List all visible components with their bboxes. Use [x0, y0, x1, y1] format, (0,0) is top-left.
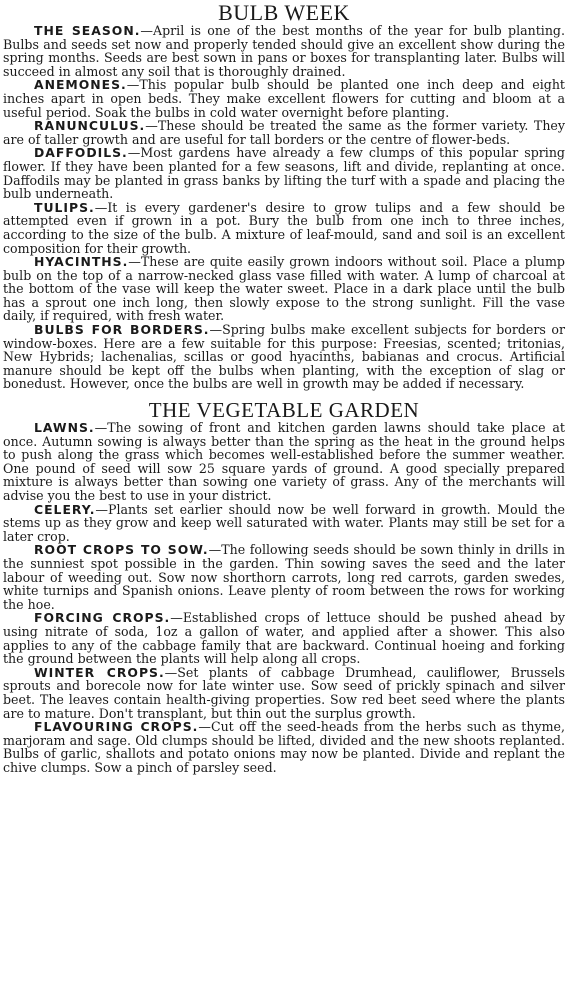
title-bulb-week: BULB WEEK — [218, 0, 350, 25]
paragraph-anemones — [3, 78, 565, 119]
paragraph-daffodils — [3, 146, 565, 200]
text-flavouring-crops: —Cut off the seed-heads from the herbs such as thyme, marjoram and sage. Old clumps should be lifted, divided and the new shoots replanted. Bulbs of garlic, shallots and potato onions may now be planted. Divide and replant the chive clumps. Sow a pinch of parsley seed. — [3, 719, 565, 775]
heading-lawns: LAWNS. — [34, 420, 95, 436]
text-forcing-crops: —Established crops of lettuce should be pushed ahead by using nitrate of soda, 1oz a gallon of water, and applied after a shower. This also applies to any of the cabbage family that are backward. Continual hoeing and forking the ground between the plants will help along all crops. — [3, 610, 565, 667]
paragraph-root-crops — [3, 543, 565, 611]
text-celery: —Plants set earlier should now be well forward in growth. Mould the stems up as they grow and keep well saturated with water. Plants may still be set for a later crop. — [3, 501, 565, 544]
heading-daffodils: DAFFODILS. — [34, 145, 128, 161]
paragraph-the-season — [3, 24, 565, 78]
text-anemones: —This popular bulb should be planted one inch deep and eight inches apart in open beds. They make excellent flowers for cutting and bloom at a useful period. Soak the bulbs in cold water overnight before planting. — [3, 77, 565, 120]
paragraph-hyacinths — [3, 255, 565, 323]
heading-hyacinths: HYACINTHS. — [34, 254, 129, 270]
text-winter-crops: —Set plants of cabbage Drumhead, cauliflower, Brussels sprouts and borecole now for late winter use. Sow seed of prickly spinach and silver beet. The leaves contain health-giving properties. Sow red beet seed where the plants are to mature. Don't transplant, but thin out the surplus growth. — [3, 664, 565, 721]
paragraph-celery — [3, 503, 565, 544]
text-daffodils: —Most gardens have already a few clumps of this popular spring flower. If they have been planted for a few seasons, lift and divide, replanting at once. Daffodils may be planted in grass banks by lifting the turf with a spade and placing the bulb underneath. — [3, 145, 565, 202]
text-lawns: —The sowing of front and kitchen garden lawns should take place at once. Autumn sowing is always better than the spring as the heat in the ground helps to push along the grass which becomes well-established before the summer weather. One pound of seed will sow 25 square yards of ground. A good specially prepared mixture is always better than sowing one variety of grass. Any of the merchants will advise you the best to use in your district. — [3, 420, 565, 503]
paragraph-flavouring-crops — [3, 720, 565, 774]
paragraph-forcing-crops — [3, 611, 565, 665]
heading-bulbs-for-borders: BULBS FOR BORDERS. — [34, 322, 210, 338]
text-the-season: —April is one of the best months of the year for bulb planting. Bulbs and seeds set now and properly tended should give an excellent show during the spring months. Seeds are best sown in pans or boxes for transplanting later. Bulbs will succeed in almost any soil that is thoroughly drained. — [3, 23, 565, 79]
heading-tulips: TULIPS. — [34, 199, 95, 215]
title-vegetable-garden: THE VEGETABLE GARDEN — [148, 398, 420, 423]
paragraph-ranunculus — [3, 119, 565, 146]
text-root-crops: —The following seeds should be sown thinly in drills in the sunniest spot possible in the garden. Thin sowing saves the seed and the later labour of weeding out. Sow now shorthorn carrots, long red carrots, garden swedes, white turnips and Spanish onions. Leave plenty of room between the rows for working the hoe. — [3, 542, 565, 612]
paragraph-bulbs-for-borders — [3, 323, 565, 391]
paragraph-lawns — [3, 421, 565, 503]
paragraph-tulips — [3, 201, 565, 255]
paragraph-winter-crops — [3, 666, 565, 720]
heading-flavouring-crops: FLAVOURING CROPS. — [34, 719, 199, 735]
heading-forcing-crops: FORCING CROPS. — [34, 610, 171, 626]
heading-anemones: ANEMONES. — [34, 77, 127, 93]
text-tulips: —It is every gardener's desire to grow tulips and a few should be attempted even if grown in a pot. Bury the bulb from one inch to three inches, according to the size of the bulb. A mixture of leaf-mould, sand and soil is an excellent composition for their growth. — [3, 199, 565, 256]
heading-root-crops: ROOT CROPS TO SOW. — [34, 542, 209, 558]
heading-ranunculus: RANUNCULUS. — [34, 118, 146, 134]
text-ranunculus: —These should be treated the same as the former variety. They are of taller growth and are useful for tall borders or the centre of flower-beds. — [3, 118, 565, 147]
text-hyacinths: —These are quite easily grown indoors without soil. Place a plump bulb on the top of a narrow-necked glass vase filled with water. A lump of charcoal at the bottom of the vase will keep the water sweet. Place in a dark place until the bulb has a sprout one inch long, then slowly expose to the strong sunlight. Fill the vase daily, if required, with fresh water. — [3, 254, 565, 324]
heading-winter-crops: WINTER CROPS. — [34, 664, 165, 680]
heading-celery: CELERY. — [34, 501, 96, 517]
heading-the-season: THE SEASON. — [34, 23, 141, 38]
text-bulbs-for-borders: —Spring bulbs make excellent subjects for borders or window-boxes. Here are a few suitable for this purpose: Freesias, scented; tritonias, New Hybrids; lachenalias, scillas or good hyacinths, babianas and crocus. Artificial manure should be kept off the bulbs when planting, with the exception of slag or bonedust. However, once the bulbs are well in growth may be added if necessary. — [3, 322, 566, 392]
